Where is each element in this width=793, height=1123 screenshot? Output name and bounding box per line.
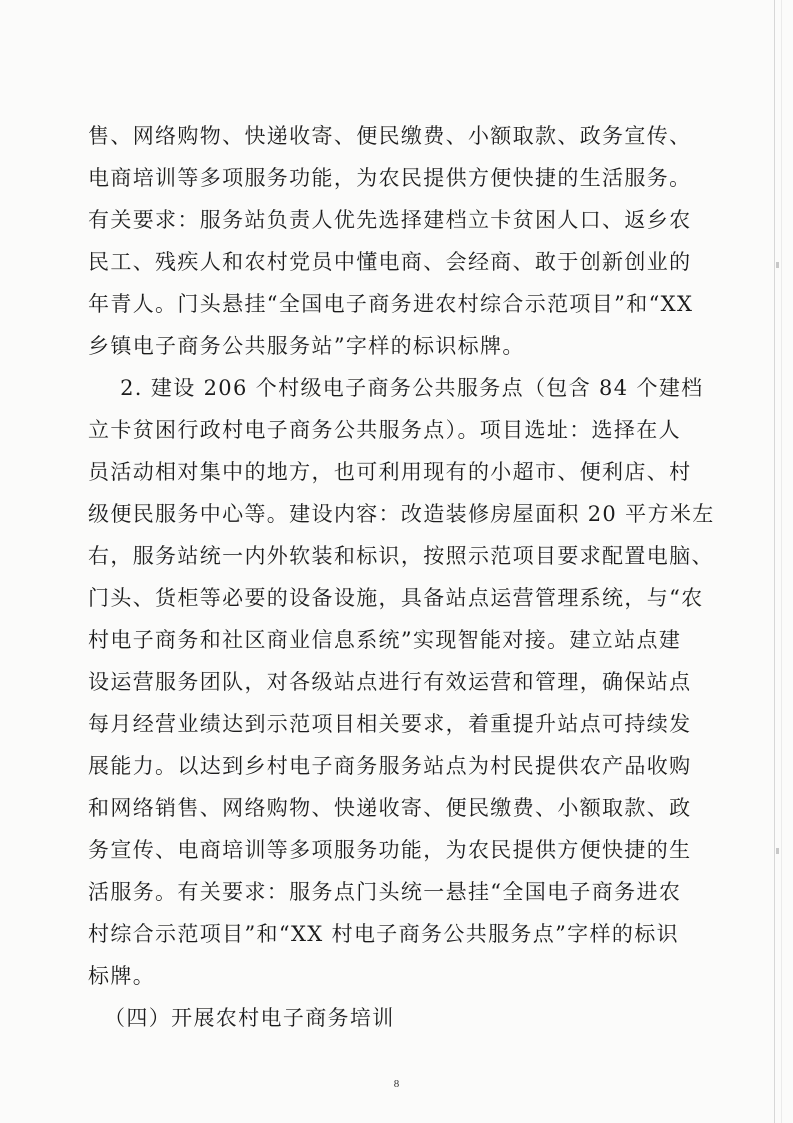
scan-mark xyxy=(776,262,779,268)
text-line: 右，服务站统一内外软装和标识，按照示范项目要求配置电脑、 xyxy=(88,544,714,568)
text-line: 年青人。门头悬挂“全国电子商务进农村综合示范项目”和“XX xyxy=(88,292,694,316)
page-edge-line xyxy=(774,0,775,1123)
scan-mark xyxy=(776,848,779,854)
page-number: 8 xyxy=(393,1078,400,1090)
text-line: 员活动相对集中的地方，也可利用现有的小超市、便利店、村 xyxy=(88,460,692,484)
text-line: 和网络销售、网络购物、快递收寄、便民缴费、小额取款、政 xyxy=(88,796,692,820)
text-line: 门头、货柜等必要的设备设施，具备站点运营管理系统，与“农 xyxy=(88,586,704,610)
section-heading: （四）开展农村电子商务培训 xyxy=(88,1006,395,1030)
text-line: 电商培训等多项服务功能，为农民提供方便快捷的生活服务。 xyxy=(88,166,692,190)
text-line: 务宣传、电商培训等多项服务功能，为农民提供方便快捷的生 xyxy=(88,838,692,862)
text-line: 民工、残疾人和农村党员中懂电商、会经商、敢于创新创业的 xyxy=(88,250,692,274)
text-line: 立卡贫困行政村电子商务公共服务点）。项目选址：选择在人 xyxy=(88,418,681,442)
page-edge-shadow xyxy=(781,0,782,1123)
text-line: 展能力。以达到乡村电子商务服务站点为村民提供农产品收购 xyxy=(88,754,692,778)
text-line: 设运营服务团队，对各级站点进行有效运营和管理，确保站点 xyxy=(88,670,692,694)
text-line: 售、网络购物、快递收寄、便民缴费、小额取款、政务宣传、 xyxy=(88,124,692,148)
text-line: 级便民服务中心等。建设内容：改造装修房屋面积 20 平方米左 xyxy=(88,502,715,526)
text-line: 活服务。有关要求：服务点门头统一悬挂“全国电子商务进农 xyxy=(88,880,682,904)
text-line: 村电子商务和社区商业信息系统”实现智能对接。建立站点建 xyxy=(88,628,682,652)
text-line: 标牌。 xyxy=(88,964,156,988)
text-line: 村综合示范项目”和“XX 村电子商务公共服务点”字样的标识 xyxy=(88,922,679,946)
text-line: 2. 建设 206 个村级电子商务公共服务点（包含 84 个建档 xyxy=(88,376,704,400)
text-line: 有关要求：服务站负责人优先选择建档立卡贫困人口、返乡农 xyxy=(88,208,692,232)
text-line: 乡镇电子商务公共服务站”字样的标识标牌。 xyxy=(88,334,525,358)
text-line: 每月经营业绩达到示范项目相关要求，着重提升站点可持续发 xyxy=(88,712,692,736)
